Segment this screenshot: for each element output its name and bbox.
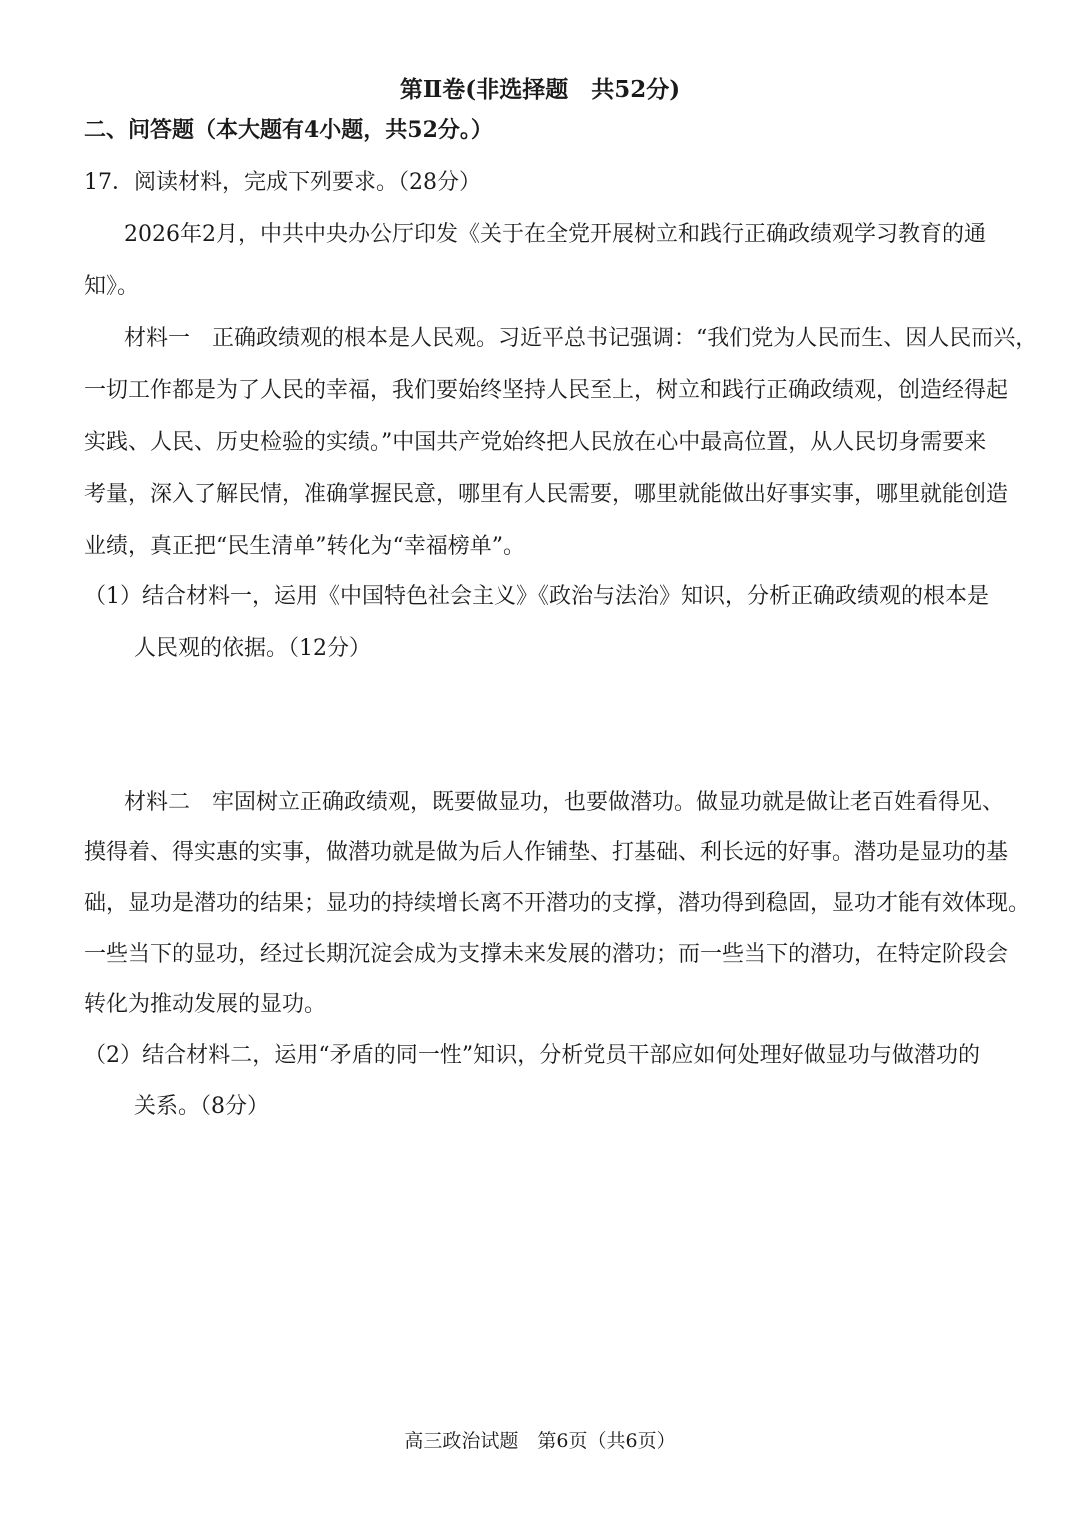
intro-line-2: 知》。 [84,274,140,299]
material1-line-3: 实践、人民、历史检验的实绩。”中国共产党始终把人民放在心中最高位置，从人民切身需要来 [84,430,987,455]
subquestion-1-line-1: （1）结合材料一，运用《中国特色社会主义》《政治与法治》知识，分析正确政绩观的根本是 [84,584,990,609]
material1-line-2: 一切工作都是为了人民的幸福，我们要始终坚持人民至上，树立和践行正确政绩观，创造经得起 [84,378,1009,403]
material2-line-5: 转化为推动发展的显功。 [84,992,327,1017]
material2-line-4: 一些当下的显功，经过长期沉淀会成为支撑未来发展的潜功；而一些当下的潜功，在特定阶段会 [84,942,1009,967]
subquestion-2-line-2: 关系。（8分） [134,1094,269,1119]
material1-line-5: 业绩，真正把“民生清单”转化为“幸福榜单”。 [84,534,525,559]
material1-line-1: 材料一 正确政绩观的根本是人民观。习近平总书记强调：“我们党为人民而生、因人民而兴， [124,326,1038,351]
volume-title: 第Ⅱ卷(非选择题 共52分) [399,76,681,103]
material2-line-2: 摸得着、得实惠的实事，做潜功就是做为后人作铺垫、打基础、利长远的好事。潜功是显功的基 [84,840,1009,865]
material1-line-4: 考量，深入了解民情，准确掌握民意，哪里有人民需要，哪里就能做出好事实事，哪里就能创造 [84,482,1009,507]
material2-line-1: 材料二 牢固树立正确政绩观，既要做显功，也要做潜功。做显功就是做让老百姓看得见、 [124,790,1005,815]
subquestion-2-line-1: （2）结合材料二，运用“矛盾的同一性”知识，分析党员干部应如何处理好做显功与做潜功的 [84,1043,980,1068]
question-17-stem: 17．阅读材料，完成下列要求。（28分） [84,170,481,195]
section-heading: 二、问答题（本大题有4小题，共52分。） [84,117,493,143]
subquestion-1-line-2: 人民观的依据。（12分） [134,636,371,661]
material2-line-3: 础，显功是潜功的结果；显功的持续增长离不开潜功的支撑，潜功得到稳固，显功才能有效体现。 [84,891,1031,916]
page-footer: 高三政治试题 第6页（共6页） [404,1430,676,1452]
intro-line-1: 2026年2月，中共中央办公厅印发《关于在全党开展树立和践行正确政绩观学习教育的通 [124,222,986,247]
